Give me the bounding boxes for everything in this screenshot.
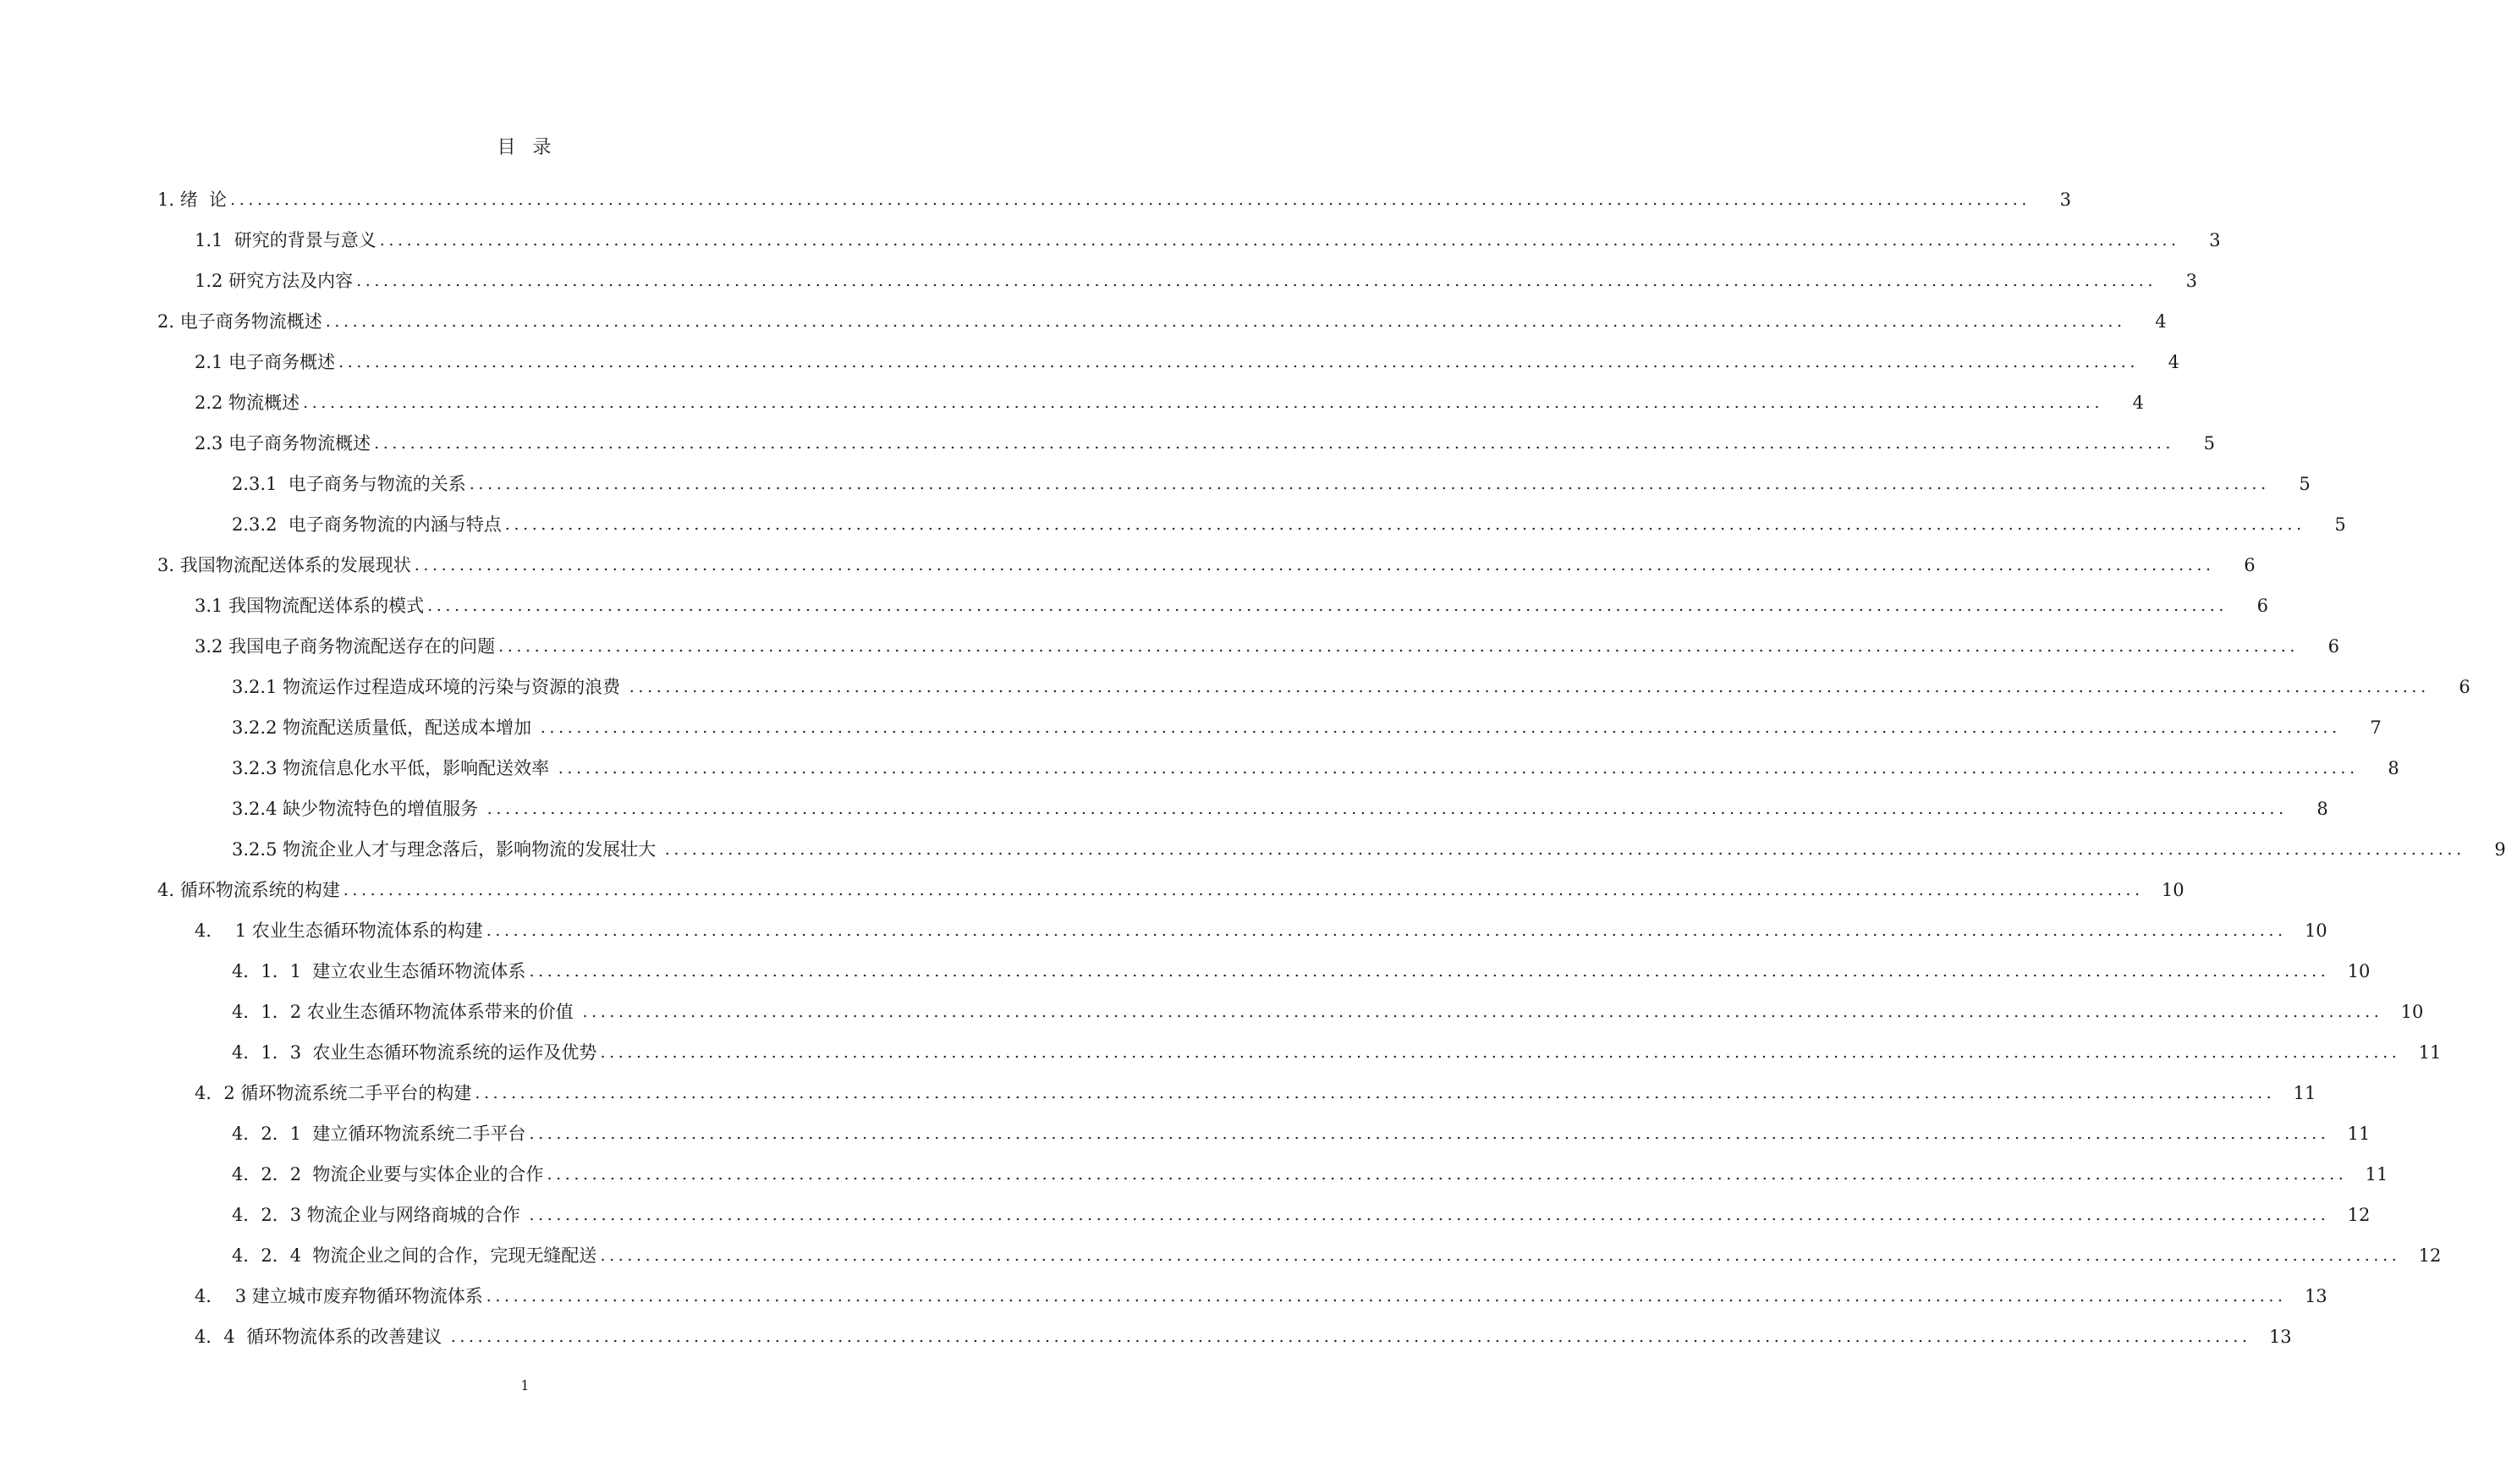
- toc-entry-label: 2.1 电子商务概述: [195, 352, 336, 372]
- toc-entry-page: 12: [2347, 1205, 2371, 1225]
- toc-entry-page: 11: [2347, 1124, 2371, 1144]
- toc-entry-label: 3.2.4 缺少物流特色的增值服务: [232, 799, 484, 819]
- dot-leader: ........................................................................................................................................................................................................: [374, 434, 2174, 453]
- toc-entry-label: 4．2．2 物流企业要与实体企业的合作: [232, 1164, 544, 1184]
- toc-entry[interactable]: [0, 748, 2399, 789]
- toc-entry-label: 4．2．4 物流企业之间的合作，完现无缝配送: [232, 1245, 597, 1266]
- toc-entry[interactable]: [0, 1235, 2442, 1276]
- toc-entry[interactable]: [0, 382, 2144, 423]
- toc-entry[interactable]: [0, 1316, 2292, 1357]
- toc-entry-label: 3. 我国物流配送体系的发展现状: [157, 555, 411, 575]
- toc-entry[interactable]: [0, 951, 2371, 992]
- toc-entry-page: 6: [2327, 636, 2339, 657]
- dot-leader: ........................................................................................................................................................................................................: [547, 1165, 2348, 1184]
- toc-entry[interactable]: [0, 179, 2071, 220]
- toc-entry-page: 10: [2400, 1002, 2424, 1022]
- toc-entry-label: 2.3 电子商务物流概述: [195, 433, 371, 453]
- toc-entry-page: 8: [2316, 799, 2328, 819]
- toc-entry[interactable]: [0, 1073, 2316, 1113]
- toc-entry-page: 4: [2155, 311, 2167, 332]
- toc-entry-page: 5: [2334, 514, 2346, 535]
- dot-leader: ........................................................................................................................................................................................................: [664, 840, 2465, 859]
- toc-entry-page: 10: [2304, 921, 2327, 941]
- toc-entry-label: 4． 1 农业生态循环物流体系的构建: [195, 921, 483, 941]
- dot-leader: ........................................................................................................................................................................................................: [629, 678, 2430, 696]
- toc-entry[interactable]: [0, 1195, 2371, 1235]
- toc-entry[interactable]: [0, 423, 2215, 464]
- toc-entry-page: 3: [2185, 271, 2197, 291]
- toc-entry-label: 3.2.3 物流信息化水平低，影响配送效率: [232, 758, 555, 778]
- toc-entry-label: 3.2 我国电子商务物流配送存在的问题: [195, 636, 496, 657]
- toc-entry[interactable]: [0, 261, 2197, 301]
- dot-leader: ........................................................................................................................................................................................................: [529, 962, 2330, 981]
- toc-entry-label: 1.1 研究的背景与意义: [195, 230, 376, 250]
- toc-title: 目 录: [497, 137, 553, 158]
- toc-list: [0, 179, 2506, 1357]
- toc-entry-page: 10: [2347, 961, 2371, 981]
- dot-leader: ........................................................................................................................................................................................................: [529, 1124, 2330, 1143]
- toc-entry-page: 4: [2132, 393, 2144, 413]
- toc-entry[interactable]: [0, 1113, 2371, 1154]
- toc-entry-page: 3: [2209, 230, 2221, 250]
- toc-entry-label: 3.1 我国物流配送体系的模式: [195, 596, 425, 616]
- toc-entry[interactable]: [0, 464, 2311, 504]
- dot-leader: ........................................................................................................................................................................................................: [558, 759, 2359, 778]
- dot-leader: ........................................................................................................................................................................................................: [486, 1287, 2287, 1305]
- toc-entry[interactable]: [0, 1276, 2327, 1316]
- dot-leader: ........................................................................................................................................................................................................: [582, 1003, 2383, 1021]
- toc-entry-label: 3.2.5 物流企业人才与理念落后，影响物流的发展壮大: [232, 839, 662, 860]
- toc-entry-label: 2. 电子商务物流概述: [157, 311, 322, 332]
- toc-entry[interactable]: [0, 342, 2179, 382]
- toc-entry-label: 4．2 循环物流系统二手平台的构建: [195, 1083, 472, 1103]
- toc-entry-page: 7: [2370, 717, 2382, 738]
- dot-leader: ........................................................................................................................................................................................................: [469, 475, 2270, 493]
- toc-entry-label: 2.2 物流概述: [195, 393, 300, 413]
- toc-entry[interactable]: [0, 789, 2328, 829]
- toc-entry[interactable]: [0, 992, 2424, 1032]
- dot-leader: ........................................................................................................................................................................................................: [343, 881, 2144, 899]
- toc-entry-page: 5: [2203, 433, 2215, 453]
- toc-entry-label: 4．2．3 物流企业与网络商城的合作: [232, 1205, 526, 1225]
- dot-leader: ........................................................................................................................................................................................................: [600, 1246, 2401, 1265]
- toc-entry-label: 2.3.2 电子商务物流的内涵与特点: [232, 514, 502, 535]
- dot-leader: ........................................................................................................................................................................................................: [504, 515, 2305, 534]
- toc-entry-label: 2.3.1 电子商务与物流的关系: [232, 474, 466, 494]
- toc-entry[interactable]: [0, 667, 2470, 707]
- toc-entry-page: 6: [2244, 555, 2256, 575]
- toc-entry-page: 5: [2299, 474, 2311, 494]
- toc-entry-page: 13: [2268, 1327, 2292, 1347]
- toc-entry[interactable]: [0, 870, 2185, 910]
- toc-entry-label: 4．2．1 建立循环物流系统二手平台: [232, 1124, 526, 1144]
- toc-entry[interactable]: [0, 829, 2506, 870]
- dot-leader: ........................................................................................................................................................................................................: [325, 312, 2126, 331]
- toc-entry-label: 1. 绪 论: [157, 190, 228, 210]
- dot-leader: ........................................................................................................................................................................................................: [475, 1084, 2276, 1102]
- toc-entry-label: 4．1．1 建立农业生态循环物流体系: [232, 961, 526, 981]
- toc-entry[interactable]: [0, 1154, 2388, 1195]
- dot-leader: ........................................................................................................................................................................................................: [486, 921, 2287, 940]
- toc-entry[interactable]: [0, 585, 2268, 626]
- toc-entry[interactable]: [0, 707, 2382, 748]
- toc-entry-label: 4. 循环物流系统的构建: [157, 880, 340, 900]
- toc-entry-label: 4． 3 建立城市废弃物循环物流体系: [195, 1286, 483, 1306]
- toc-entry-page: 6: [2459, 677, 2470, 697]
- dot-leader: ........................................................................................................................................................................................................: [356, 272, 2157, 290]
- dot-leader: ........................................................................................................................................................................................................: [529, 1206, 2330, 1224]
- toc-entry-page: 4: [2168, 352, 2179, 372]
- dot-leader: ........................................................................................................................................................................................................: [498, 637, 2299, 656]
- toc-entry-page: 9: [2494, 839, 2506, 860]
- toc-entry-label: 4．4 循环物流体系的改善建议: [195, 1327, 448, 1347]
- dot-leader: ........................................................................................................................................................................................................: [486, 800, 2288, 818]
- dot-leader: ........................................................................................................................................................................................................: [230, 190, 2031, 209]
- toc-entry-page: 12: [2418, 1245, 2442, 1266]
- dot-leader: ........................................................................................................................................................................................................: [600, 1043, 2401, 1062]
- toc-entry-label: 4．1．3 农业生态循环物流系统的运作及优势: [232, 1042, 597, 1063]
- toc-entry-label: 4．1．2 农业生态循环物流体系带来的价值: [232, 1002, 580, 1022]
- toc-entry-page: 11: [2293, 1083, 2316, 1103]
- dot-leader: ........................................................................................................................................................................................................: [338, 353, 2139, 371]
- toc-entry-page: 6: [2256, 596, 2268, 616]
- dot-leader: ........................................................................................................................................................................................................: [450, 1327, 2251, 1346]
- toc-entry[interactable]: [0, 1032, 2442, 1073]
- dot-leader: ........................................................................................................................................................................................................: [379, 231, 2180, 250]
- page-number: 1: [520, 1377, 530, 1393]
- toc-entry-page: 10: [2161, 880, 2185, 900]
- toc-entry-label: 1.2 研究方法及内容: [195, 271, 354, 291]
- toc-entry-page: 13: [2304, 1286, 2327, 1306]
- toc-entry-page: 11: [2418, 1042, 2442, 1063]
- toc-entry[interactable]: [0, 910, 2327, 951]
- toc-entry[interactable]: [0, 545, 2256, 585]
- toc-entry[interactable]: [0, 504, 2346, 545]
- toc-entry-label: 3.2.1 物流运作过程造成环境的污染与资源的浪费: [232, 677, 626, 697]
- toc-entry[interactable]: [0, 301, 2167, 342]
- toc-entry[interactable]: [0, 626, 2339, 667]
- dot-leader: ........................................................................................................................................................................................................: [427, 596, 2228, 615]
- toc-entry-page: 3: [2059, 190, 2071, 210]
- toc-entry-page: 8: [2388, 758, 2399, 778]
- dot-leader: ........................................................................................................................................................................................................: [414, 556, 2215, 574]
- toc-entry-label: 3.2.2 物流配送质量低，配送成本增加: [232, 717, 537, 738]
- dot-leader: ........................................................................................................................................................................................................: [540, 718, 2341, 737]
- toc-entry[interactable]: [0, 220, 2221, 261]
- dot-leader: ........................................................................................................................................................................................................: [303, 393, 2103, 412]
- toc-entry-page: 11: [2365, 1164, 2388, 1184]
